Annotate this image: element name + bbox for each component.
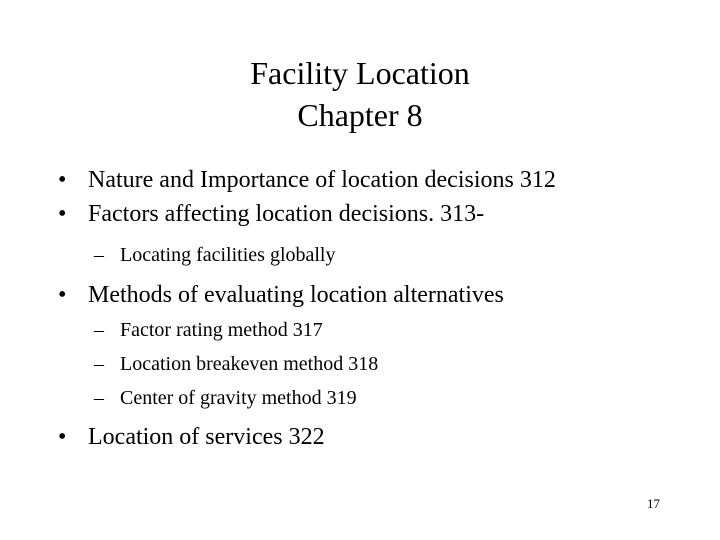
bullet-text: Nature and Importance of location decisions 312 [88,167,556,193]
sub-bullet-item [94,318,323,342]
bullet-mark: • [58,167,67,193]
sub-bullet-text: Factor rating method 317 [120,319,323,341]
page-number: 17 [647,496,660,511]
sub-bullet-item [94,352,378,376]
title-line-1: Facility Location [250,55,470,91]
bullet-item [58,281,504,309]
bullet-item [58,166,556,194]
bullet-mark: • [58,282,67,308]
bullet-text: Location of services 322 [88,424,325,450]
slide-title [0,52,720,136]
bullet-mark: • [58,424,67,450]
sub-bullet-mark: – [94,319,104,341]
bullet-item [58,423,325,451]
bullet-text: Methods of evaluating location alternatives [88,282,504,308]
bullet-mark: • [58,201,67,227]
bullet-item [58,200,484,228]
title-line-2: Chapter 8 [297,97,423,133]
sub-bullet-item [94,386,357,410]
bullet-text: Factors affecting location decisions. 313- [88,201,485,227]
sub-bullet-text: Location breakeven method 318 [120,353,379,375]
sub-bullet-item [94,243,336,267]
sub-bullet-text: Locating facilities globally [120,244,336,266]
sub-bullet-mark: – [94,244,104,266]
sub-bullet-mark: – [94,387,104,409]
sub-bullet-mark: – [94,353,104,375]
sub-bullet-text: Center of gravity method 319 [120,387,357,409]
